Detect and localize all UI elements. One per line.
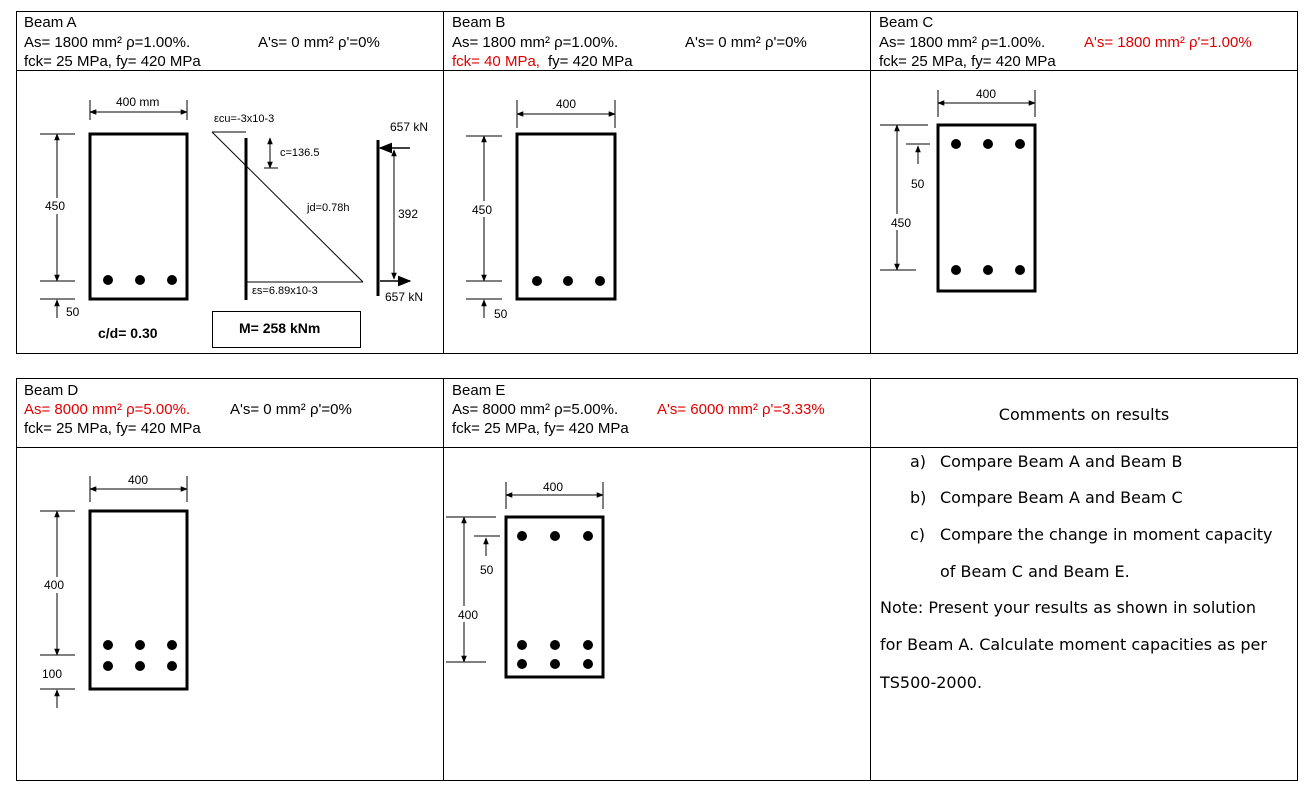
note-line-2: for Beam A. Calculate moment capacities as per [880,635,1267,654]
beam-c-asp: A's= 1800 mm² ρ'=1.00% [1084,34,1252,51]
beam-a-cd-ratio: c/d= 0.30 [98,325,158,341]
beam-a-cover-label: 50 [66,305,80,319]
beam-d-as: As= 8000 mm² ρ=5.00%. [24,401,191,418]
comment-item-a: Compare Beam A and Beam B [940,452,1183,471]
concrete-strain-label: εcu=-3x10-3 [214,113,275,125]
rebar-dot [103,275,113,285]
lever-arm-value: 392 [398,207,419,221]
beam-e-as: As= 8000 mm² ρ=5.00%. [452,401,619,418]
rebar-dot [550,659,560,669]
rebar-dot [517,659,527,669]
beam-c-title: Beam C [879,14,934,31]
beam-a-as: As= 1800 mm² ρ=1.00%. [24,34,191,51]
rebar-dot [167,275,177,285]
beam-e-materials: fck= 25 MPa, fy= 420 MPa [452,420,629,437]
beam-c-height-label: 450 [891,216,912,230]
beam-d-materials: fck= 25 MPa, fy= 420 MPa [24,420,201,437]
steel-strain-label: εs=6.89x10-3 [252,285,318,297]
beam-c-cover-label: 50 [911,177,925,191]
beam-a-asp: A's= 0 mm² ρ'=0% [258,34,380,51]
rebar-dot [135,640,145,650]
rebar-dot [563,276,573,286]
comment-marker-c: c) [910,525,926,544]
beam-d-cover-label: 100 [42,667,63,681]
beam-b-title: Beam B [452,14,506,31]
beam-e-section [446,480,603,677]
note-line-3: TS500-2000. [880,673,983,692]
rebar-dot [983,265,993,275]
beam-b-width-label: 400 [556,97,577,111]
beam-c-section [880,87,1035,291]
rebar-dot [595,276,605,286]
beam-a-title: Beam A [24,14,77,31]
note-line-1: Note: Present your results as shown in solution [880,598,1257,617]
beam-b-cover-label: 50 [494,307,508,321]
beam-e-cover-label: 50 [480,563,494,577]
beam-a-header [24,14,380,70]
rebar-dot [583,640,593,650]
beam-a-height-label: 450 [45,199,66,213]
beam-c-header [879,14,1252,70]
beam-b-fck: fck= 40 MPa, [452,53,540,70]
rebar-dot [1015,139,1025,149]
beam-b-section-outline [517,134,615,299]
beam-b-header [452,14,807,70]
beam-b-section [466,97,615,321]
comment-marker-b: b) [910,488,927,507]
compression-force-label: 657 kN [390,120,429,134]
beam-e-title: Beam E [452,382,506,399]
tension-force-label: 657 kN [385,290,424,304]
beam-d-width-label: 400 [128,473,149,487]
moment-result: M= 258 kNm [239,320,321,336]
rebar-dot [951,265,961,275]
beam-b-as: As= 1800 mm² ρ=1.00%. [452,34,619,51]
beam-b-height-label: 450 [472,203,493,217]
beam-d-asp: A's= 0 mm² ρ'=0% [230,401,352,418]
rebar-dot [583,531,593,541]
rebar-dot [135,661,145,671]
rebar-dot [550,640,560,650]
beam-d-section [40,473,187,708]
rebar-dot [951,139,961,149]
comment-item-c-continued: of Beam C and Beam E. [940,562,1130,581]
comment-item-c: Compare the change in moment capacity [940,525,1273,544]
rebar-dot [532,276,542,286]
beam-b-fy: fy= 420 MPa [548,53,633,70]
beam-e-section-outline [506,517,603,677]
rebar-dot [1015,265,1025,275]
beam-a-section-outline [90,134,187,299]
rebar-dot [550,531,560,541]
beam-e-width-label: 400 [543,480,564,494]
beam-a-width-label: 400 mm [116,95,160,109]
rebar-dot [583,659,593,669]
beam-a-section [40,95,187,341]
lever-arm-label: jd=0.78h [307,202,350,214]
beam-a-materials: fck= 25 MPa, fy= 420 MPa [24,53,201,70]
rebar-dot [103,640,113,650]
rebar-dot [167,640,177,650]
beam-d-title: Beam D [24,382,79,399]
rebar-dot [517,640,527,650]
rebar-dot [517,531,527,541]
beam-e-header [452,382,825,437]
comments-heading: Comments on results [998,405,1170,424]
rebar-dot [167,661,177,671]
rebar-dot [135,275,145,285]
beam-c-width-label: 400 [976,87,997,101]
comment-marker-a: a) [910,452,927,471]
neutral-axis-depth-label: c=136.5 [280,147,320,159]
rebar-dot [983,139,993,149]
beam-c-materials: fck= 25 MPa, fy= 420 MPa [879,53,1056,70]
beam-d-height-label: 400 [44,578,65,592]
table-grid [17,12,1298,781]
beam-d-header [24,382,352,437]
comment-item-b: Compare Beam A and Beam C [940,488,1183,507]
beam-e-height-label: 400 [458,608,479,622]
beam-a-strain-diagram [212,113,363,300]
beam-e-asp: A's= 6000 mm² ρ'=3.33% [657,401,825,418]
rebar-dot [103,661,113,671]
beam-c-as: As= 1800 mm² ρ=1.00%. [879,34,1046,51]
comments-panel [879,405,1273,692]
beam-b-asp: A's= 0 mm² ρ'=0% [685,34,807,51]
